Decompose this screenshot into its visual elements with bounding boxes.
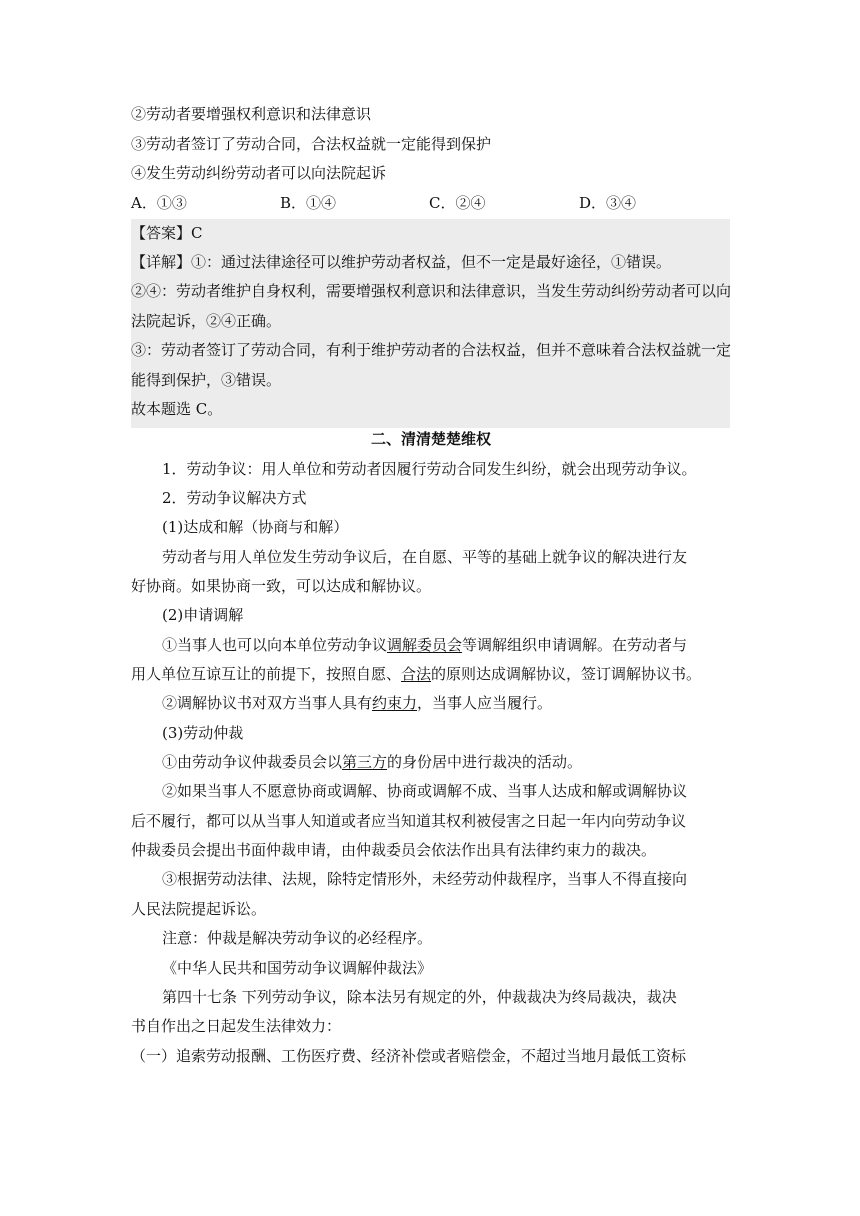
option-a: A．①③ [131, 194, 187, 212]
text-run: 的原则达成调解协议，签订调解协议书。 [431, 665, 702, 683]
paragraph: ③根据劳动法律、法规，除特定情形外，未经劳动仲裁程序，当事人不得直接向 [162, 870, 688, 888]
detail-line: ②④：劳动者维护自身权利，需要增强权利意识和法律意识，当发生劳动纠纷劳动者可以向 [131, 282, 732, 300]
text-run: 等调解组织申请调解。在劳动者与 [462, 636, 688, 654]
paragraph [131, 663, 731, 685]
paragraph: 注意：仲裁是解决劳动争议的必经程序。 [162, 929, 433, 947]
paragraph: (2)申请调解 [162, 606, 244, 624]
paragraph: 2．劳动争议解决方式 [162, 489, 307, 507]
answer-line: 【答案】C [131, 224, 203, 242]
text-run: ，当事人应当履行。 [417, 694, 553, 712]
underlined-term: 调解委员会 [387, 636, 463, 654]
option-d: D．③④ [579, 194, 637, 212]
text-run: ①当事人也可以向本单位劳动争议 [162, 636, 388, 654]
paragraph: (1)达成和解（协商与和解） [162, 518, 349, 536]
underlined-term: 第三方 [342, 753, 388, 771]
text-run: 的身份居中进行裁决的活动。 [387, 753, 583, 771]
detail-line: 能得到保护，③错误。 [131, 371, 282, 389]
underlined-term: 合法 [401, 665, 432, 683]
paragraph [162, 751, 762, 773]
paragraph: 书自作出之日起发生法律效力： [131, 1017, 342, 1035]
paragraph: 后不履行，都可以从当事人知道或者应当知道其权利被侵害之日起一年内向劳动争议 [131, 812, 687, 830]
paragraph: (3)劳动仲裁 [162, 724, 244, 742]
underlined-term: 约束力 [372, 694, 418, 712]
paragraph [162, 634, 762, 656]
paragraph: 人民法院提起诉讼。 [131, 900, 267, 918]
paragraph: 仲裁委员会提出书面仲裁申请，由仲裁委员会依法作出具有法律约束力的裁决。 [131, 841, 657, 859]
paragraph: 1．劳动争议：用人单位和劳动者因履行劳动合同发生纠纷，就会出现劳动争议。 [162, 460, 697, 478]
section-heading: 二、清清楚楚维权 [370, 430, 491, 448]
question-item: ③劳动者签订了劳动合同，合法权益就一定能得到保护 [131, 135, 492, 153]
paragraph: 《中华人民共和国劳动争议调解仲裁法》 [162, 959, 433, 977]
text-run: ①由劳动争议仲裁委员会以 [162, 753, 343, 771]
answer-explanation-box [131, 219, 730, 428]
conclusion-line: 故本题选 C。 [131, 400, 223, 418]
question-item: ④发生劳动纠纷劳动者可以向法院起诉 [131, 164, 387, 182]
option-c: C．②④ [429, 194, 486, 212]
paragraph: （一）追索劳动报酬、工伤医疗费、经济补偿或者赔偿金，不超过当地月最低工资标 [131, 1047, 687, 1065]
paragraph: 劳动者与用人单位发生劳动争议后，在自愿、平等的基础上就争议的解决进行友 [162, 548, 688, 566]
detail-line: 【详解】①：通过法律途径可以维护劳动者权益，但不一定是最好途径，①错误。 [131, 253, 672, 271]
paragraph [162, 692, 762, 714]
option-b: B．①④ [280, 194, 337, 212]
paragraph: 好协商。如果协商一致，可以达成和解协议。 [131, 577, 432, 595]
paragraph: 第四十七条 下列劳动争议，除本法另有规定的外，仲裁裁决为终局裁决，裁决 [162, 988, 677, 1006]
text-run: 用人单位互谅互让的前提下，按照自愿、 [131, 665, 402, 683]
paragraph: ②如果当事人不愿意协商或调解、协商或调解不成、当事人达成和解或调解协议 [162, 782, 688, 800]
detail-line: 法院起诉，②④正确。 [131, 312, 282, 330]
question-item: ②劳动者要增强权利意识和法律意识 [131, 105, 372, 123]
text-run: ②调解协议书对双方当事人具有 [162, 694, 373, 712]
detail-line: ③：劳动者签订了劳动合同，有利于维护劳动者的合法权益，但并不意味着合法权益就一定 [131, 341, 732, 359]
answer-options [131, 192, 731, 214]
